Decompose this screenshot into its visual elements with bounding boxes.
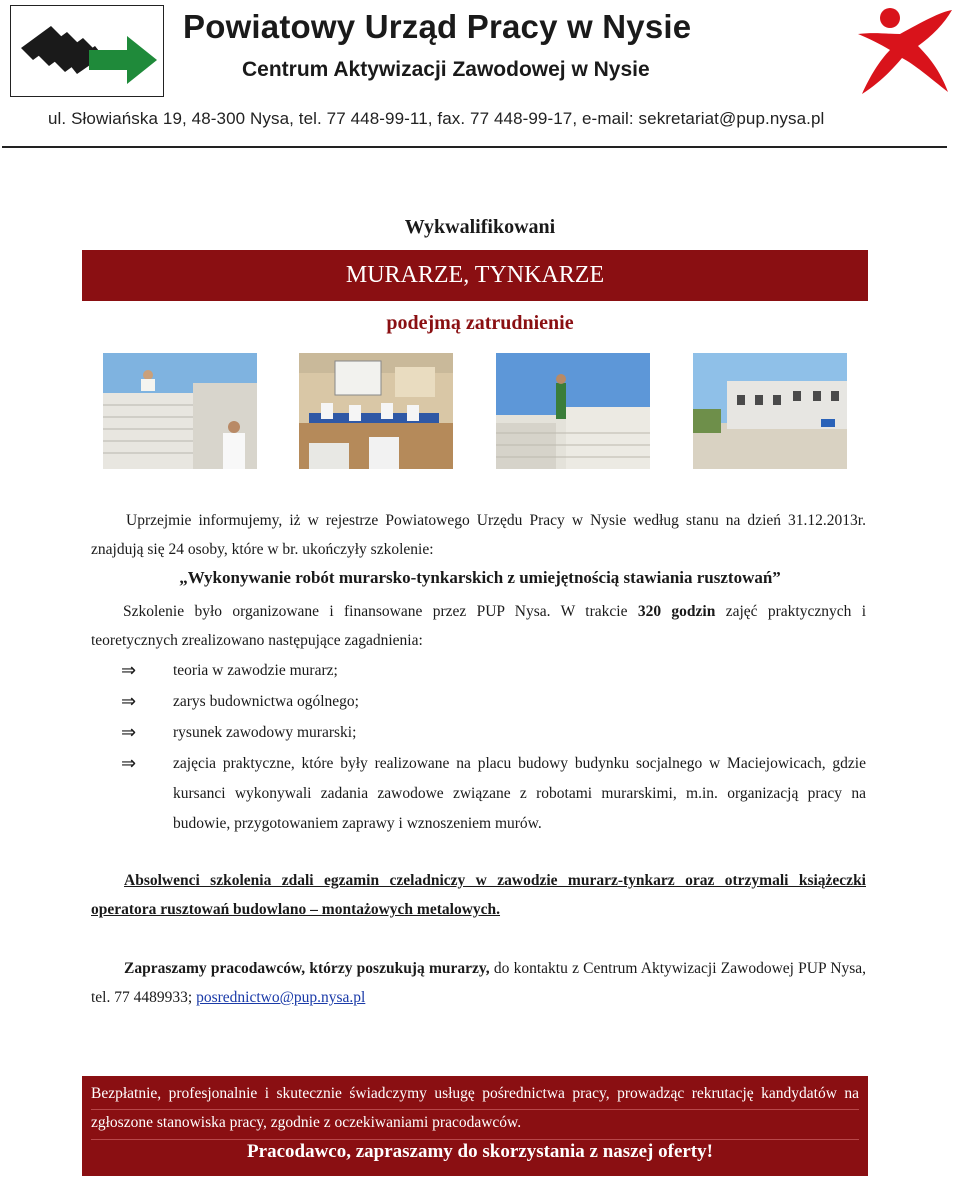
list-item-text: teoria w zawodzie murarz; <box>173 662 338 679</box>
list-item-text: zajęcia praktyczne, które były realizowane na placu budowy budynku socjalnego w Maciejowicach, gdzie kursanci wykonywali zadania zawodowe związane z robotami murarskimi, m.in. organizacją pracy na budowie, przygotowaniem zaprawy i wznoszeniem murów. <box>173 755 866 832</box>
double-arrow-icon: ⇒ <box>121 753 137 774</box>
intro-paragraph: Uprzejmie informujemy, iż w rejestrze Powiatowego Urzędu Pracy w Nysie według stanu na dzień 31.12.2013r. znajdują się 24 osoby, które w br. ukończyły szkolenie: <box>91 512 866 558</box>
list-item-text: zarys budownictwa ogólnego; <box>173 693 359 710</box>
red-figure-logo-icon <box>852 4 958 100</box>
list-item-text: rysunek zawodowy murarski; <box>173 724 357 741</box>
invitation-rest: do kontaktu z Centrum Aktywizacji Zawodowej PUP Nysa, tel. 77 4489933; <box>91 960 866 1006</box>
title-banner: MURARZE, TYNKARZE <box>82 250 868 301</box>
employer-invitation <box>91 954 866 1012</box>
invitation-bold: Zapraszamy pracodawców, którzy poszukują murarzy, <box>124 960 490 977</box>
course-description-end: zajęć praktycznych i teoretycznych zrealizowano następujące zagadnienia: <box>91 603 866 649</box>
photo-construction-site <box>693 353 847 469</box>
pre-title: Wykwalifikowani <box>404 216 556 238</box>
post-title: podejmą zatrudnienie <box>386 312 574 334</box>
double-arrow-icon: ⇒ <box>121 660 137 681</box>
photo-classroom <box>299 353 453 469</box>
double-arrow-icon: ⇒ <box>121 691 137 712</box>
graduates-statement: Absolwenci szkolenia zdali egzamin czeladniczy w zawodzie murarz-tynkarz oraz otrzymali książeczki operatora rusztowań budowlano – montażowych metalowych. <box>91 872 866 918</box>
footer-divider <box>91 1109 859 1110</box>
list-item <box>121 749 866 841</box>
email-link[interactable]: posrednictwo@pup.nysa.pl <box>196 989 366 1006</box>
letterhead <box>0 0 960 150</box>
contact-line: ul. Słowiańska 19, 48-300 Nysa, tel. 77 448-99-11, fax. 77 448-99-17, e-mail: sekretariat@pup.nysa.pl <box>48 109 825 128</box>
header-divider <box>2 146 947 148</box>
course-name: „Wykonywanie robót murarsko-tynkarskich z umiejętnością stawiania rusztowań” <box>179 568 781 587</box>
organization-name: Powiatowy Urząd Pracy w Nysie <box>183 8 692 45</box>
course-description-start: Szkolenie było organizowane i finansowane przez PUP Nysa. W trakcie <box>123 603 638 620</box>
footer-text: Bezpłatnie, profesjonalnie i skutecznie świadczymy usługę pośrednictwa pracy, prowadząc rekrutację kandydatów na zgłoszone stanowiska pracy, zgodnie z oczekiwaniami pracodawców. <box>91 1085 859 1131</box>
photo-bricklaying-1 <box>103 353 257 469</box>
pup-logo-icon <box>10 5 164 97</box>
double-arrow-icon: ⇒ <box>121 722 137 743</box>
organization-subtitle: Centrum Aktywizacji Zawodowej w Nysie <box>242 58 650 81</box>
footer-divider <box>91 1139 859 1140</box>
photo-bricklaying-2 <box>496 353 650 469</box>
hours-highlight: 320 godzin <box>637 603 716 620</box>
footer-call-to-action: Pracodawco, zapraszamy do skorzystania z naszej oferty! <box>247 1141 713 1162</box>
course-description <box>91 597 866 655</box>
